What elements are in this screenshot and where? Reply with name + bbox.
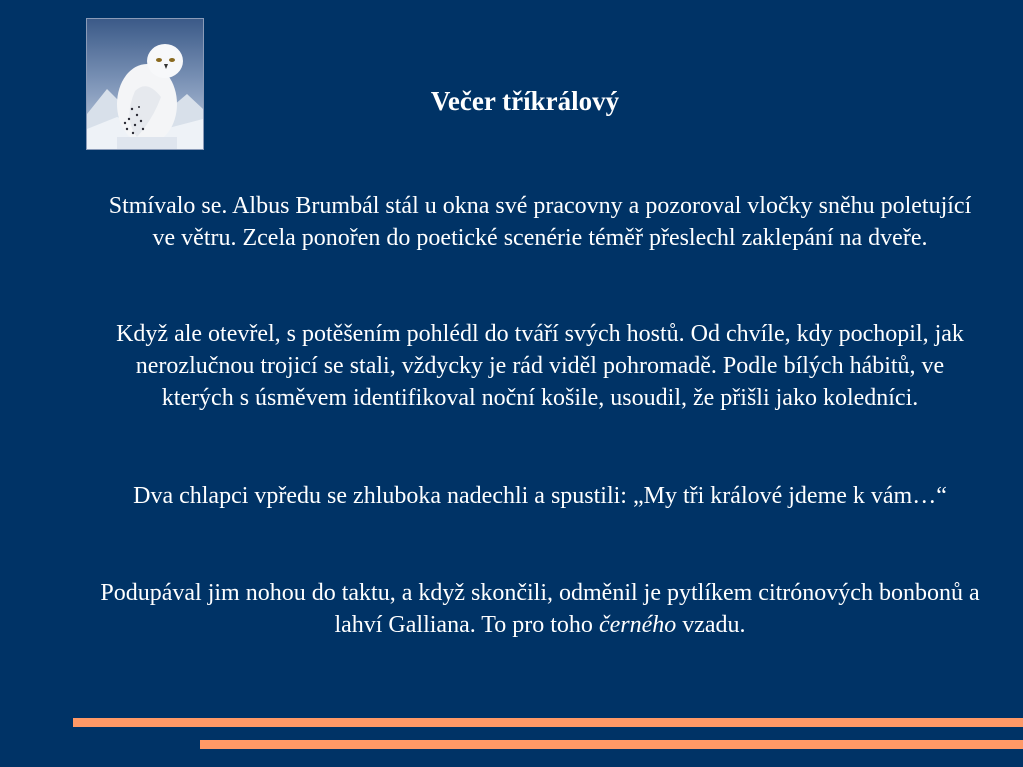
- paragraph-4-end: vzadu.: [676, 612, 746, 638]
- accent-stripe-bottom: [200, 740, 1023, 749]
- owl-picture: [86, 18, 204, 150]
- accent-stripe-top: [73, 718, 1023, 727]
- paragraph-4: [100, 577, 980, 641]
- slide-title: Večer tříkrálový: [430, 86, 620, 116]
- paragraph-2: Když ale otevřel, s potěšením pohlédl do tváří svých hostů. Od chvíle, kdy pochopil, jak nerozlučnou trojicí se stali, vždycky je rád viděl pohromadě. Podle bílých hábitů, ve kterých s úsměvem identifikoval noční košile, usoudil, že přišli jako koledníci.: [116, 321, 964, 411]
- paragraph-3: Dva chlapci vpředu se zhluboka nadechli a spustili: „My tři králové jdeme k vám…“: [133, 483, 947, 509]
- paragraph-4-italic-word: černého: [598, 612, 677, 638]
- snowy-owl-image: [87, 19, 203, 149]
- paragraph-4-start: Podupával jim nohou do taktu, a když skončili, odměnil je pytlíkem citrónových bonbonů a lahví Galliana. To pro toho: [100, 580, 980, 638]
- paragraph-1: Stmívalo se. Albus Brumbál stál u okna své pracovny a pozoroval vločky sněhu poletující ve větru. Zcela ponořen do poetické scenérie téměř přeslechl zaklepání na dveře.: [108, 193, 972, 251]
